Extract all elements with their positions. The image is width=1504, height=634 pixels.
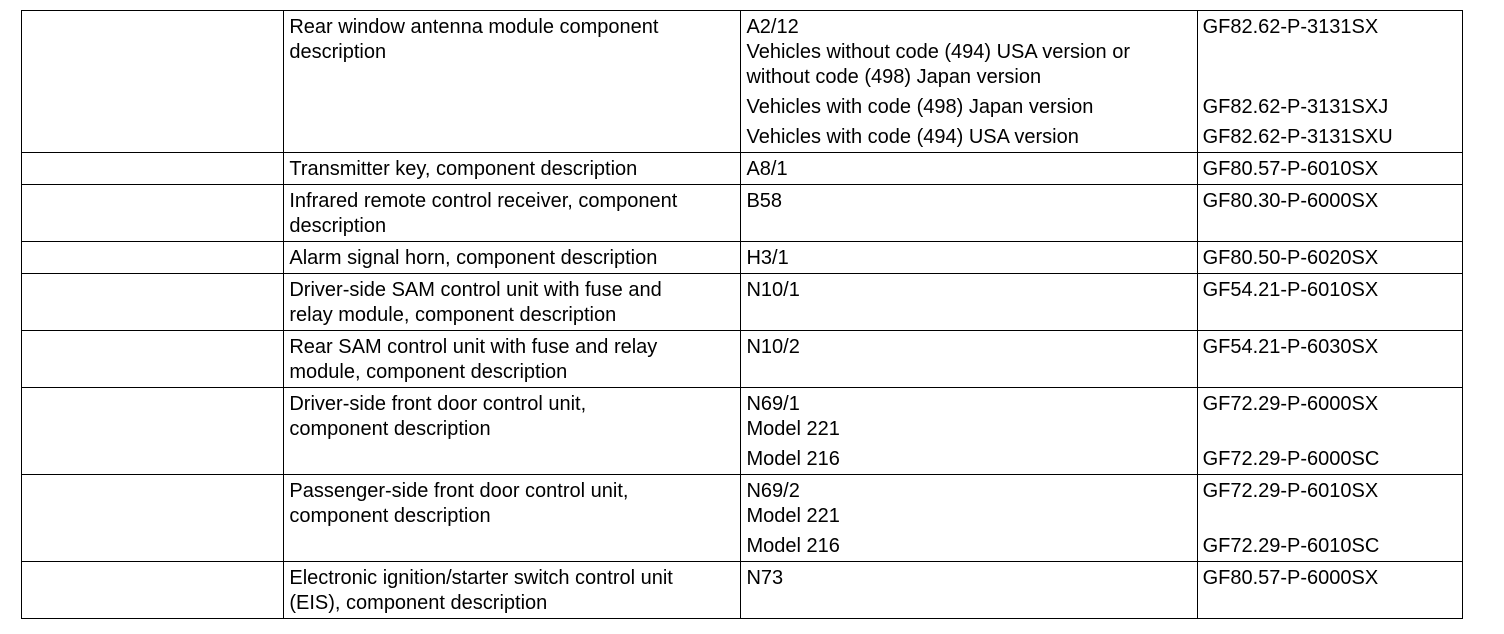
table-row [22, 475, 1463, 562]
document-reference[interactable]: GF72.29-P-6000SX [1202, 393, 1379, 415]
document-reference[interactable]: GF72.29-P-6010SX [1202, 480, 1379, 502]
description-line: relay module, component description [289, 304, 617, 326]
table-row [22, 388, 1463, 475]
description-cell [284, 388, 741, 475]
description-line: Rear window antenna module component [289, 16, 659, 38]
blank-cell [22, 185, 284, 242]
blank-cell [22, 11, 284, 153]
code-cell [741, 153, 1197, 185]
component-code: A8/1 [746, 158, 788, 180]
blank-cell [22, 274, 284, 331]
description-line: Electronic ignition/starter switch control unit [289, 567, 673, 589]
document-reference[interactable]: GF72.29-P-6010SC [1202, 535, 1380, 557]
table-row [22, 242, 1463, 274]
document-reference[interactable]: GF80.57-P-6010SX [1202, 158, 1379, 180]
component-code: B58 [746, 190, 783, 212]
reference-cell [1197, 153, 1462, 185]
variant-text: Vehicles with code (498) Japan version [746, 96, 1094, 118]
component-code: H3/1 [746, 247, 789, 269]
component-code: A2/12 [746, 16, 799, 38]
variant-text: Vehicles with code (494) USA version [746, 126, 1079, 148]
reference-cell [1197, 274, 1462, 331]
reference-cell [1197, 331, 1462, 388]
component-code: N10/2 [746, 336, 800, 358]
blank-cell [22, 475, 284, 562]
variant-text: Model 221 [746, 505, 840, 527]
description-line: (EIS), component description [289, 592, 548, 614]
document-reference[interactable]: GF80.30-P-6000SX [1202, 190, 1379, 212]
description-line: Rear SAM control unit with fuse and relay [289, 336, 658, 358]
variant-text: Model 216 [746, 448, 840, 470]
table-row [22, 185, 1463, 242]
table-row [22, 562, 1463, 619]
blank-cell [22, 388, 284, 475]
description-line: Transmitter key, component description [289, 158, 638, 180]
document-reference[interactable]: GF82.62-P-3131SXJ [1202, 96, 1389, 118]
reference-cell [1197, 185, 1462, 242]
reference-cell [1197, 475, 1462, 562]
document-reference[interactable]: GF80.50-P-6020SX [1202, 247, 1379, 269]
code-cell [741, 388, 1197, 475]
code-cell [741, 185, 1197, 242]
description-line: description [289, 41, 387, 63]
description-line: Driver-side front door control unit, [289, 393, 587, 415]
description-line: module, component description [289, 361, 568, 383]
description-line: Passenger-side front door control unit, [289, 480, 629, 502]
description-line: Infrared remote control receiver, component [289, 190, 678, 212]
variant-text: Model 216 [746, 535, 840, 557]
document-reference[interactable]: GF54.21-P-6010SX [1202, 279, 1379, 301]
code-cell [741, 11, 1197, 153]
component-code: N69/1 [746, 393, 800, 415]
code-cell [741, 331, 1197, 388]
description-line: Driver-side SAM control unit with fuse and [289, 279, 662, 301]
document-reference[interactable]: GF82.62-P-3131SXU [1202, 126, 1393, 148]
component-code: N69/2 [746, 480, 800, 502]
component-code: N10/1 [746, 279, 800, 301]
component-reference-table [21, 10, 1463, 619]
description-cell [284, 11, 741, 153]
blank-cell [22, 242, 284, 274]
table-row [22, 274, 1463, 331]
table-row [22, 11, 1463, 153]
code-cell [741, 242, 1197, 274]
document-reference[interactable]: GF80.57-P-6000SX [1202, 567, 1379, 589]
description-line: Alarm signal horn, component description [289, 247, 658, 269]
code-cell [741, 274, 1197, 331]
component-code: N73 [746, 567, 784, 589]
description-cell [284, 475, 741, 562]
description-cell [284, 274, 741, 331]
reference-cell [1197, 562, 1462, 619]
table-row [22, 153, 1463, 185]
document-reference[interactable]: GF54.21-P-6030SX [1202, 336, 1379, 358]
reference-cell [1197, 388, 1462, 475]
code-cell [741, 475, 1197, 562]
description-line: component description [289, 505, 491, 527]
blank-cell [22, 153, 284, 185]
description-cell [284, 185, 741, 242]
variant-text: without code (498) Japan version [746, 66, 1042, 88]
variant-text: Vehicles without code (494) USA version or [746, 41, 1131, 63]
description-cell [284, 331, 741, 388]
variant-text: Model 221 [746, 418, 840, 440]
reference-cell [1197, 242, 1462, 274]
blank-cell [22, 562, 284, 619]
document-reference[interactable]: GF72.29-P-6000SC [1202, 448, 1380, 470]
table-row [22, 331, 1463, 388]
document-reference[interactable]: GF82.62-P-3131SX [1202, 16, 1379, 38]
description-cell [284, 242, 741, 274]
description-line: component description [289, 418, 491, 440]
description-cell [284, 153, 741, 185]
code-cell [741, 562, 1197, 619]
description-line: description [289, 215, 387, 237]
blank-cell [22, 331, 284, 388]
reference-cell [1197, 11, 1462, 153]
description-cell [284, 562, 741, 619]
